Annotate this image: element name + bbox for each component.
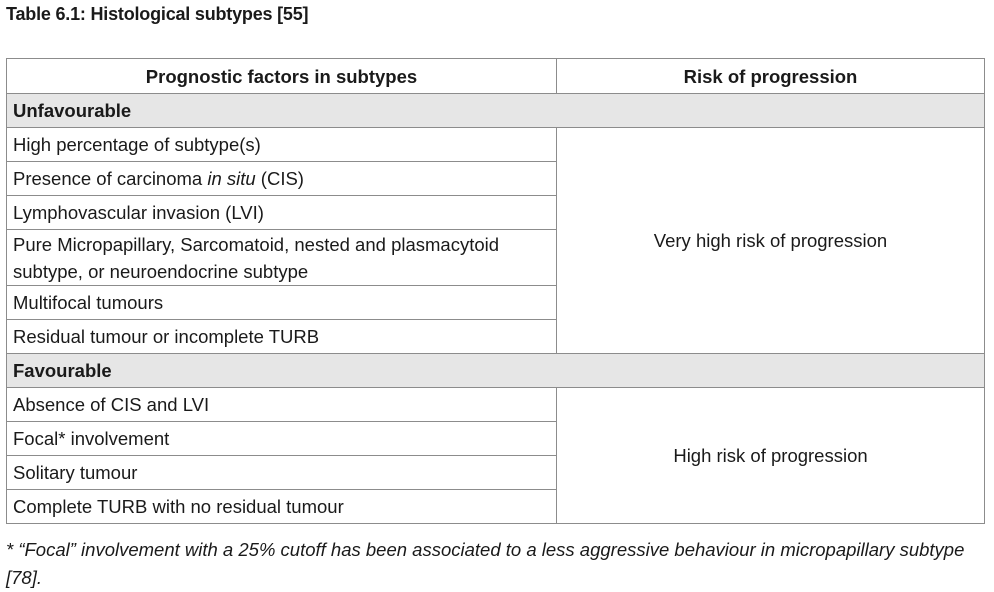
risk-cell-high: High risk of progression: [557, 388, 985, 524]
factor-text: (CIS): [255, 168, 304, 189]
table-row: [7, 388, 985, 422]
factor-cell: Focal* involvement: [7, 422, 557, 456]
header-risk-of-progression: Risk of progression: [557, 59, 985, 94]
risk-cell-very-high: Very high risk of progression: [557, 128, 985, 354]
table-row: [7, 128, 985, 162]
group-title: Unfavourable: [7, 94, 985, 128]
factor-cell: Pure Micropapillary, Sarcomatoid, nested and plasmacytoid subtype, or neuroendocrine subtype: [7, 230, 557, 286]
factor-cell: High percentage of subtype(s): [7, 128, 557, 162]
factor-text-italic: in situ: [207, 168, 256, 189]
header-prognostic-factors: Prognostic factors in subtypes: [7, 59, 557, 94]
table-footnote: * “Focal” involvement with a 25% cutoff has been associated to a less aggressive behaviour in micropapillary subtype [78].: [6, 539, 965, 588]
group-title: Favourable: [7, 354, 985, 388]
factor-cell: [7, 162, 557, 196]
group-row-favourable: [7, 354, 985, 388]
factor-cell: Complete TURB with no residual tumour: [7, 490, 557, 524]
factor-cell: Residual tumour or incomplete TURB: [7, 320, 557, 354]
factor-cell: Multifocal tumours: [7, 286, 557, 320]
subtypes-table: [6, 58, 985, 524]
factor-cell: Absence of CIS and LVI: [7, 388, 557, 422]
table-header-row: [7, 59, 985, 94]
factor-cell: Lymphovascular invasion (LVI): [7, 196, 557, 230]
factor-cell: Solitary tumour: [7, 456, 557, 490]
factor-text: Presence of carcinoma: [13, 168, 208, 189]
table-caption: Table 6.1: Histological subtypes [55]: [6, 4, 309, 24]
group-row-unfavourable: [7, 94, 985, 128]
